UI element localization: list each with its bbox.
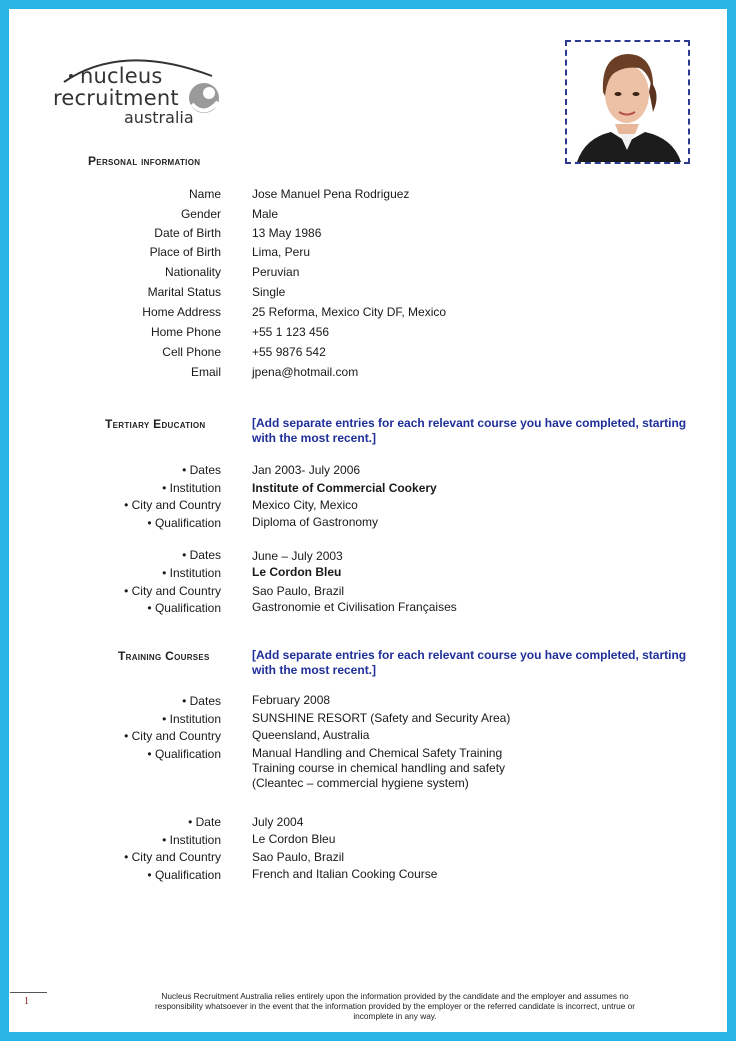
logo-line-2: recruitment xyxy=(53,86,179,110)
training-2-city-label: • City and Country xyxy=(124,850,221,864)
tertiary-2-dates: June – July 2003 xyxy=(252,549,343,563)
tertiary-instruction-note: [Add separate entries for each relevant course you have completed, starting with the most recent.] xyxy=(252,416,687,445)
section-title-tertiary: Tertiary Education xyxy=(105,417,206,431)
training-1-dates-label: • Dates xyxy=(182,694,221,708)
tertiary-2-qualification-label: • Qualification xyxy=(147,601,221,615)
label-name: Name xyxy=(188,187,221,201)
label-home-address: Home Address xyxy=(142,305,221,319)
tertiary-2-qualification: Gastronomie et Civilisation Françaises xyxy=(252,600,457,614)
tertiary-1-institution: Institute of Commercial Cookery xyxy=(252,481,437,495)
label-place-of-birth: Place of Birth xyxy=(149,245,221,259)
training-1-qualification xyxy=(252,746,505,791)
training-2-qualification: French and Italian Cooking Course xyxy=(252,867,438,881)
training-1-institution-label: • Institution xyxy=(162,712,221,726)
training-1-qualification-line-1: Manual Handling and Chemical Safety Training xyxy=(252,746,503,760)
tertiary-2-city-label: • City and Country xyxy=(124,584,221,598)
training-2-city: Sao Paulo, Brazil xyxy=(252,850,345,864)
tertiary-2-institution-label: • Institution xyxy=(162,566,221,580)
company-logo xyxy=(52,52,232,132)
training-1-qualification-line-2: Training course in chemical handling and safety xyxy=(252,761,506,775)
footer-disclaimer: Nucleus Recruitment Australia relies entirely upon the information provided by the candidate and the employer and assumes no responsibility whatsoever in the event that the information provided by the employer or the referred candidate is incorrect, untrue or incomplete in any way. xyxy=(154,991,636,1021)
label-marital-status: Marital Status xyxy=(147,285,221,299)
tertiary-2-dates-label: • Dates xyxy=(182,548,221,562)
value-marital-status: Single xyxy=(252,285,286,299)
section-title-personal: Personal information xyxy=(88,154,201,168)
training-1-qualification-line-3: (Cleantec – commercial hygiene system) xyxy=(252,776,469,790)
tertiary-1-city-label: • City and Country xyxy=(124,498,221,512)
tertiary-1-qualification: Diploma of Gastronomy xyxy=(252,515,379,529)
value-email: jpena@hotmail.com xyxy=(252,365,359,379)
footer-rule xyxy=(10,992,47,993)
label-cell-phone: Cell Phone xyxy=(162,345,221,359)
tertiary-1-qualification-label: • Qualification xyxy=(147,516,221,530)
training-1-qualification-label: • Qualification xyxy=(147,747,221,761)
training-1-city-label: • City and Country xyxy=(124,729,221,743)
tertiary-1-institution-label: • Institution xyxy=(162,481,221,495)
training-1-dates: February 2008 xyxy=(252,693,331,707)
value-gender: Male xyxy=(252,207,279,221)
value-home-phone: +55 1 123 456 xyxy=(252,325,330,339)
tertiary-1-city: Mexico City, Mexico xyxy=(252,498,358,512)
training-instruction-note: [Add separate entries for each relevant course you have completed, starting with the most recent.] xyxy=(252,648,687,677)
label-gender: Gender xyxy=(180,207,221,221)
training-2-institution: Le Cordon Bleu xyxy=(252,832,336,846)
label-date-of-birth: Date of Birth xyxy=(154,226,221,240)
page-number: 1 xyxy=(24,996,29,1007)
label-email: Email xyxy=(190,365,221,379)
training-1-city: Queensland, Australia xyxy=(252,728,370,742)
tertiary-2-city: Sao Paulo, Brazil xyxy=(252,584,345,598)
training-2-dates: July 2004 xyxy=(252,815,304,829)
training-2-dates-label: • Date xyxy=(188,815,221,829)
value-date-of-birth: 13 May 1986 xyxy=(252,226,322,240)
portrait-image xyxy=(567,42,688,162)
label-nationality: Nationality xyxy=(164,265,221,279)
section-title-training: Training Courses xyxy=(118,649,210,663)
candidate-photo xyxy=(565,40,690,164)
value-nationality: Peruvian xyxy=(252,265,300,279)
logo-line-3: australia xyxy=(124,108,194,127)
training-2-qualification-label: • Qualification xyxy=(147,868,221,882)
value-name: Jose Manuel Pena Rodriguez xyxy=(252,187,410,201)
tertiary-1-dates: Jan 2003- July 2006 xyxy=(252,463,361,477)
training-1-institution: SUNSHINE RESORT (Safety and Security Area) xyxy=(252,711,511,725)
tertiary-1-dates-label: • Dates xyxy=(182,463,221,477)
value-cell-phone: +55 9876 542 xyxy=(252,345,326,359)
training-2-institution-label: • Institution xyxy=(162,833,221,847)
tertiary-2-institution: Le Cordon Bleu xyxy=(252,565,342,579)
value-home-address: 25 Reforma, Mexico City DF, Mexico xyxy=(252,305,447,319)
label-home-phone: Home Phone xyxy=(150,325,221,339)
value-place-of-birth: Lima, Peru xyxy=(252,245,311,259)
logo-line-1: nucleus xyxy=(80,64,163,88)
